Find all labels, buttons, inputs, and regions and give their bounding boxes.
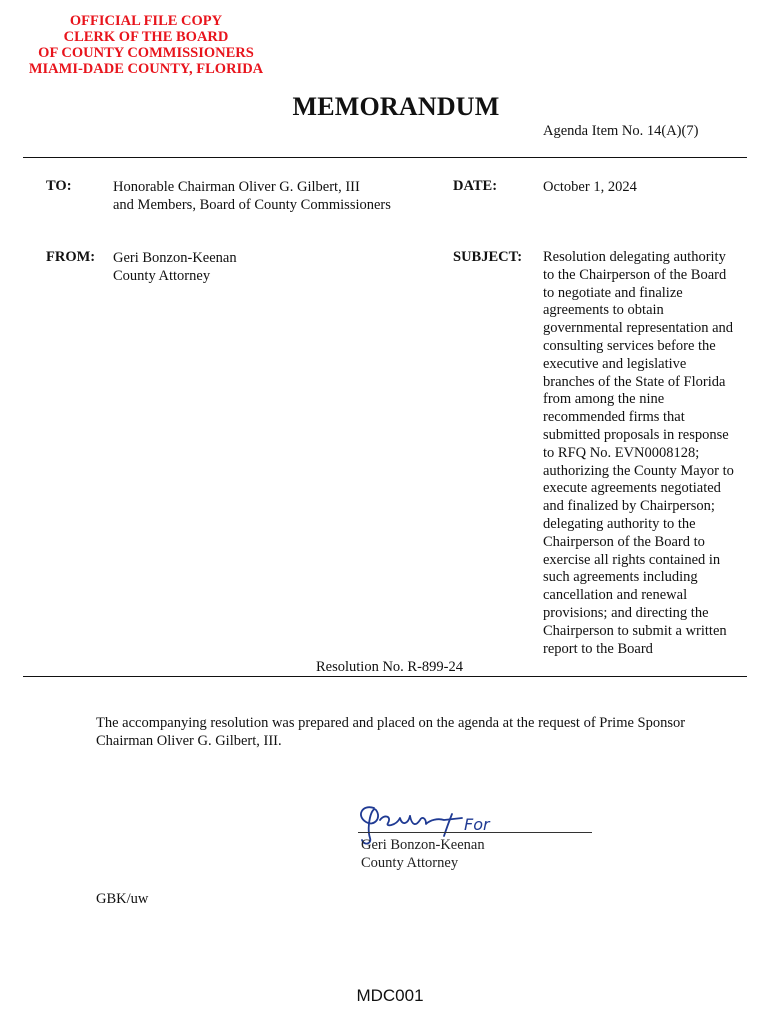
from-line: County Attorney [113,268,211,284]
header-divider [23,157,747,158]
subject-line: Resolution delegating authority [543,249,726,265]
to-line: and Members, Board of County Commissioners [113,197,391,213]
memo-title: MEMORANDUM [292,92,500,121]
from-sender [113,249,237,285]
subject-line: exercise all rights contained in [543,551,721,568]
signer-name: Geri Bonzon-Keenan [361,837,485,853]
stamp-line: MIAMI-DADE COUNTY, FLORIDA [28,61,264,77]
memo-body [96,714,736,750]
date-value: October 1, 2024 [543,179,637,195]
subject-line: execute agreements negotiated [543,480,721,497]
subject-line: to negotiate and finalize [543,284,683,301]
subject-line: branches of the State of Florida [543,373,726,390]
from-label: FROM: [46,249,96,265]
subject-line: consulting services before the [543,337,716,354]
subject-text [543,249,753,658]
clerk-stamp [0,13,292,77]
to-recipients [113,178,391,214]
subject-line: and finalized by Chairperson; [543,498,715,515]
agenda-item-number: Agenda Item No. 14(A)(7) [543,123,699,139]
subject-line: Chairperson of the Board to [543,533,705,550]
subject-line: provisions; and directing the [543,604,709,621]
resolution-number: Resolution No. R-899-24 [316,659,464,675]
subject-line: report to the Board [543,640,653,657]
subject-line: executive and legislative [543,355,687,372]
subject-line: from among the nine [543,391,665,408]
signer-title: County Attorney [361,855,459,871]
subject-line: delegating authority to the [543,515,696,532]
subject-line: agreements to obtain [543,302,664,319]
subject-line: to the Chairperson of the Board [543,266,727,283]
subject-line: Chairperson to submit a written [543,622,727,639]
signature-line [358,832,592,833]
document-code: MDC001 [356,986,424,1005]
subject-line: submitted proposals in response [543,426,729,443]
body-line: The accompanying resolution was prepared and placed on the agenda at the request of Prime Sponsor [96,715,686,731]
subject-line: such agreements including [543,569,698,586]
to-label: TO: [46,178,72,194]
stamp-line: CLERK OF THE BOARD [63,29,229,45]
subject-line: cancellation and renewal [543,587,688,604]
stamp-line: OF COUNTY COMMISSIONERS [38,45,254,61]
from-line: Geri Bonzon-Keenan [113,250,237,266]
subject-line: authorizing the County Mayor to [543,462,734,479]
to-line: Honorable Chairman Oliver G. Gilbert, III [113,179,360,195]
stamp-line: OFFICIAL FILE COPY [69,13,223,29]
subject-line: recommended firms that [543,409,685,426]
signature-block [361,836,485,872]
typist-initials: GBK/uw [96,891,149,907]
footer-divider [23,676,747,677]
signature-for-text: For [464,815,490,834]
subject-line: to RFQ No. EVN0008128; [543,444,700,461]
subject-line: governmental representation and [543,320,734,337]
date-label: DATE: [453,178,498,194]
subject-label: SUBJECT: [453,249,523,265]
body-line: Chairman Oliver G. Gilbert, III. [96,733,282,749]
